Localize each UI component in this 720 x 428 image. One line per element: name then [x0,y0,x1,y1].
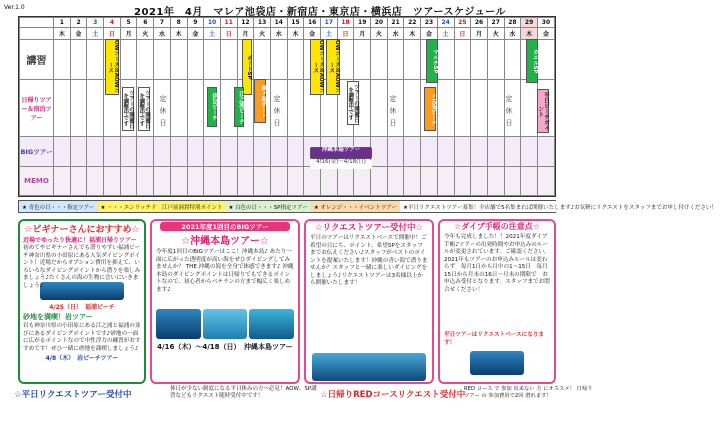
schedule-cell[interactable] [120,39,137,80]
date-cell: 15 [287,18,304,28]
schedule-cell[interactable] [287,39,304,80]
schedule-cell[interactable] [237,166,254,196]
schedule-cell[interactable] [287,137,304,166]
date-cell: 23 [421,18,438,28]
weekday-cell: 土 [87,28,104,39]
event-ow-aow-2[interactable]: OWコース＆AOWコース [310,39,324,95]
date-cell: 16 [304,18,321,28]
schedule-cell[interactable] [154,39,171,80]
date-cell: 11 [220,18,237,28]
schedule-cell[interactable] [437,166,454,196]
big-tour-title: 2021年度1回目のBIGツアー [160,222,290,231]
schedule-cell[interactable] [504,137,521,166]
schedule-cell[interactable] [204,137,221,166]
schedule-cell[interactable] [137,39,154,80]
event-adjusting-2: ツアーの開催日を調整中です [138,87,150,131]
weekday-cell: 日 [454,28,471,39]
schedule-cell[interactable] [204,166,221,196]
event-jogashima-boat[interactable]: 城ヶ島ボート [254,79,266,123]
dive-book-title: ☆ダイブ手帳の注意点☆ [454,222,540,231]
date-cell: 30 [537,18,554,28]
schedule-cell[interactable] [70,166,87,196]
date-cell: 7 [154,18,171,28]
weekday-cell: 木 [521,28,538,39]
schedule-cell[interactable] [354,39,371,80]
weekday-cell: 金 [187,28,204,39]
schedule-cell[interactable] [187,166,204,196]
schedule-cell[interactable] [454,137,471,166]
schedule-cell[interactable] [170,39,187,80]
schedule-cell[interactable] [487,39,504,80]
event-multi-sp[interactable]: マルチSP [426,39,438,83]
schedule-calendar [18,16,556,197]
schedule-cell[interactable] [187,137,204,166]
event-boat-sp[interactable]: ボートSP [242,39,252,95]
schedule-cell[interactable] [254,137,271,166]
event-enoura-beach[interactable]: 江之浦ビーチ [234,87,244,127]
weekday-cell: 水 [504,28,521,39]
weekday-cell: 日 [220,28,237,39]
schedule-cell[interactable] [54,166,71,196]
schedule-cell[interactable] [170,166,187,196]
schedule-cell[interactable] [504,39,521,80]
date-cell: 26 [471,18,488,28]
schedule-cell[interactable] [54,80,71,137]
date-cell: 20 [371,18,388,28]
footer-red-note: RED コース で 参加 出来ない 方 にオススメ！ 日帰りツアー の 参加費用で2回 潜れます！ [464,386,593,400]
schedule-cell[interactable] [270,39,287,80]
schedule-cell[interactable] [270,166,287,196]
date-cell: 12 [237,18,254,28]
schedule-cell[interactable] [204,39,221,80]
iwa-date: 4/8（木） 岩ビーチツアー [45,355,119,362]
closed-day-2: 定休日 [273,95,281,131]
dive-book-text: 今年も完成しました！！2021年度ダイブ手帳♪ツアーの出発時間やお申込みのルールが変更されています。ご確認ください。2021年もツアーのお申込みルールは変わらず 毎月1日から月中の1〜15日 毎月15日から月末の16日〜月末の期限で お申込み受付となります。スタッフまでお問合せください！ [444,234,550,293]
date-cell: 1 [54,18,71,28]
weekday-cell: 日 [104,28,121,39]
schedule-cell[interactable] [137,137,154,166]
event-adjusting-1: ツアーの開催日を調整中です [122,87,134,131]
schedule-cell[interactable] [371,166,388,196]
weekday-cell: 月 [354,28,371,39]
schedule-cell[interactable] [354,166,371,196]
schedule-cell[interactable] [387,166,404,196]
date-cell: 22 [404,18,421,28]
corner-cell [20,18,54,28]
date-cell: 4 [104,18,121,28]
okinawa-photo-3 [249,309,294,339]
schedule-cell[interactable] [254,39,271,80]
schedule-cell[interactable] [371,137,388,166]
version-label: Ver.1.0 [4,4,25,11]
schedule-cell[interactable] [70,39,87,80]
fukuura-date: 4/25（日） 福浦ビーチ [49,304,115,311]
date-cell: 9 [187,18,204,28]
schedule-cell[interactable] [487,137,504,166]
schedule-cell[interactable] [287,80,304,137]
schedule-cell[interactable] [287,166,304,196]
schedule-cell[interactable] [270,137,287,166]
okinawa-photo-1 [156,309,201,339]
date-cell: 2 [70,18,87,28]
weekday-cell: 土 [204,28,221,39]
iwa-subtitle: 砂地を満喫！岩ツアー [23,313,93,321]
date-cell: 19 [354,18,371,28]
schedule-cell[interactable] [220,166,237,196]
request-panel [304,219,434,384]
row-label-big: BIGツアー [20,137,54,166]
schedule-cell[interactable] [170,137,187,166]
okinawa-title: ☆沖縄本島ツアー☆ [181,236,269,247]
fukuura-subtitle: 近場でゆったり快適に！福浦日帰りツアー [23,237,137,244]
weekday-cell: 月 [237,28,254,39]
date-cell: 27 [487,18,504,28]
schedule-cell[interactable] [471,80,488,137]
schedule-cell[interactable] [454,166,471,196]
schedule-cell[interactable] [70,137,87,166]
okinawa-text: 今年度1回目のBIGツアーはここ！沖縄本島♪ あたり一面に広がった透明度が高い海をぜひダイビングしてみませんか？ THE 沖縄の海を全身で体感できます♪ 沖縄本島のダイビングポイントは日帰りでもできるポイントなので、初心者からベテランの方まで幅広く楽しめます♪ [156,249,294,293]
weekday-cell: 火 [254,28,271,39]
schedule-cell[interactable] [54,39,71,80]
schedule-cell[interactable] [471,39,488,80]
request-title: ☆リクエストツアー受付中☆ [314,223,424,233]
schedule-cell[interactable] [120,137,137,166]
date-cell: 3 [87,18,104,28]
legend-bar [18,200,717,213]
schedule-cell[interactable] [87,137,104,166]
date-cell: 21 [387,18,404,28]
legend-orange: ★ オレンジ・・・イベントツアー [311,201,400,212]
fish-photo [312,353,426,381]
event-adjusting-3: ツアーの開催日を調整中です [347,81,359,125]
legend-request: ★平日リクエストツアー募集！全店舗で5名集まれば開催いたします♪お気軽にリクエストをスタッフまでお申し付けください！ [400,201,720,212]
weekday-cell: 木 [54,28,71,39]
schedule-cell[interactable] [87,39,104,80]
date-cell: 18 [337,18,354,28]
date-cell: 5 [120,18,137,28]
event-izu-beach[interactable]: 伊豆ビーチ [207,87,217,127]
okinawa-photo-2 [203,309,248,339]
page-title: 2021年 4月 マレア池袋店・新宿店・東京店・横浜店 ツアースケジュール [134,7,506,18]
date-cell: 10 [204,18,221,28]
schedule-cell[interactable] [254,166,271,196]
schedule-cell[interactable] [387,39,404,80]
row-label-day: 日帰りツアー＆宿泊ツアー [20,80,54,137]
weekday-cell: 水 [154,28,171,39]
event-okinawa-dates: 4/16(金)〜4/18(日) [310,160,372,169]
schedule-cell[interactable] [487,80,504,137]
schedule-cell[interactable] [137,166,154,196]
schedule-cell[interactable] [421,166,438,196]
schedule-cell[interactable] [437,137,454,166]
schedule-cell[interactable] [404,39,421,80]
event-ow-aow-3[interactable]: OWコース＆AOWコース [326,39,340,95]
schedule-cell[interactable] [521,80,538,137]
weekday-cell: 水 [270,28,287,39]
weekday-cell: 土 [321,28,338,39]
schedule-cell[interactable] [437,39,454,80]
iwa-text: 岩も神奈川県の小田原にある江之浦と福浦の並びにあるダイビングポイントです♪砂地の一面に広がるポイントなので中性浮力の練習がおすすめです！ぜひ一緒に砂地を満喫しましょう♪ [23,323,141,352]
schedule-cell[interactable] [70,80,87,137]
fukuura-text: 初めてやビギナーさんでも潜りやすい福浦ビーチ神奈川県の小田原にある人気ダイビングポイント！近場だからオプション費用を抑えて、いろいろなダイビングポイントから潜りを楽しみましょう♪たくさんの海の生物に会いにいきましょう♪ [23,245,141,289]
legend-blue: ★ 青色の日・・・指定ツアー [19,201,98,212]
schedule-cell[interactable] [237,137,254,166]
schedule-cell[interactable] [170,80,187,137]
schedule-cell[interactable] [321,166,338,196]
schedule-cell[interactable] [104,166,121,196]
legend-enriched: ★ ・・・エンリッチド 江戸前洞窟特別ポイント [98,201,226,212]
weekday-cell: 火 [137,28,154,39]
date-cell: 6 [137,18,154,28]
date-cell: 28 [504,18,521,28]
event-iop-beach[interactable]: ＋IOPビーチ [424,87,436,131]
closed-day-4: 定休日 [505,95,513,131]
row-label-memo: MEMO [20,166,54,196]
date-cell: 29 [521,18,538,28]
schedule-cell[interactable] [487,166,504,196]
corner-cell [20,28,54,39]
schedule-cell[interactable] [454,80,471,137]
footer-mid-text: 休日が少ない制度になる平日休みの方へ必見！AOW、SP講習などもリクエスト随時受付中です！ [170,386,317,400]
weekday-cell: 月 [120,28,137,39]
schedule-cell[interactable] [87,166,104,196]
date-cell: 17 [321,18,338,28]
fukuura-photo [40,282,124,300]
schedule-cell[interactable] [187,39,204,80]
schedule-cell[interactable] [421,137,438,166]
date-cell: 25 [454,18,471,28]
closed-day-3: 定休日 [389,95,397,131]
weekday-cell: 水 [387,28,404,39]
schedule-cell[interactable] [404,137,421,166]
event-frog-sp[interactable]: カエルSP [526,39,538,83]
date-cell: 8 [170,18,187,28]
closed-day-1: 定休日 [159,95,167,131]
event-weekday-beach[interactable]: 平日ビーチポイント [537,89,549,133]
schedule-cell[interactable] [537,137,554,166]
weekday-cell: 木 [170,28,187,39]
schedule-cell[interactable] [521,166,538,196]
footer-red-course: ☆日帰りREDコースリクエスト受付中 [320,390,466,400]
weekday-cell: 金 [537,28,554,39]
date-cell: 14 [270,18,287,28]
event-ow-aow-1[interactable]: OWコース＆AOWコース [105,39,119,95]
weekday-cell: 土 [437,28,454,39]
weekday-cell: 月 [471,28,488,39]
schedule-cell[interactable] [471,137,488,166]
weekday-cell: 火 [371,28,388,39]
weekday-cell: 日 [337,28,354,39]
weekday-cell: 木 [404,28,421,39]
schedule-cell[interactable] [537,39,554,80]
event-okinawa-tour[interactable]: 沖縄本島ツアー [310,147,372,159]
schedule-cell[interactable] [104,137,121,166]
schedule-cell[interactable] [404,80,421,137]
okinawa-date: 4/16（木）〜4/18（日） 沖縄本島ツアー [157,343,293,351]
weekday-cell: 金 [70,28,87,39]
big-tour-panel [150,219,300,384]
schedule-cell[interactable] [537,166,554,196]
schedule-cell[interactable] [371,80,388,137]
schedule-cell[interactable] [521,137,538,166]
dive-book-panel [438,219,556,384]
schedule-cell[interactable] [304,166,321,196]
weekday-cell: 金 [304,28,321,39]
schedule-cell[interactable] [371,39,388,80]
schedule-cell[interactable] [187,80,204,137]
schedule-cell[interactable] [154,137,171,166]
legend-white: ★ 白色の日・・・SP指定ツアー [225,201,310,212]
schedule-cell[interactable] [404,166,421,196]
schedule-cell[interactable] [504,166,521,196]
row-label-lesson: 講習 [20,39,54,80]
request-text: 平日のツアーはリクエストベースで開催中！ご希望の日にち、ポイント、希望SPをスタッフまでお伝えください♪スタッフがベストのポイントを提案いたします！沖縄の青い海で潜りませんか？スタッフと一緒に楽しいダイビングをしましょう♪リクエストツアーは3名様以上から開催いたします！ [310,235,428,287]
schedule-cell[interactable] [337,166,354,196]
schedule-cell[interactable] [437,80,454,137]
schedule-cell[interactable] [220,137,237,166]
beginner-panel [18,219,146,384]
schedule-cell[interactable] [220,39,237,80]
beginner-title: ☆ビギナーさんにおすすめ☆ [24,225,140,235]
date-cell: 24 [437,18,454,28]
schedule-cell[interactable] [454,39,471,80]
weekday-cell: 金 [421,28,438,39]
weekday-cell: 火 [487,28,504,39]
schedule-cell[interactable] [387,137,404,166]
diver-photo [470,351,524,375]
dive-book-warning: 平日ツアーはリクエストベースになります！ [444,332,545,346]
schedule-cell[interactable] [87,80,104,137]
weekday-cell: 木 [287,28,304,39]
schedule-cell[interactable] [471,166,488,196]
schedule-cell[interactable] [154,166,171,196]
schedule-cell[interactable] [120,166,137,196]
date-cell: 13 [254,18,271,28]
schedule-cell[interactable] [54,137,71,166]
footer-weekday-request: ☆平日リクエストツアー受付中 [14,390,132,400]
